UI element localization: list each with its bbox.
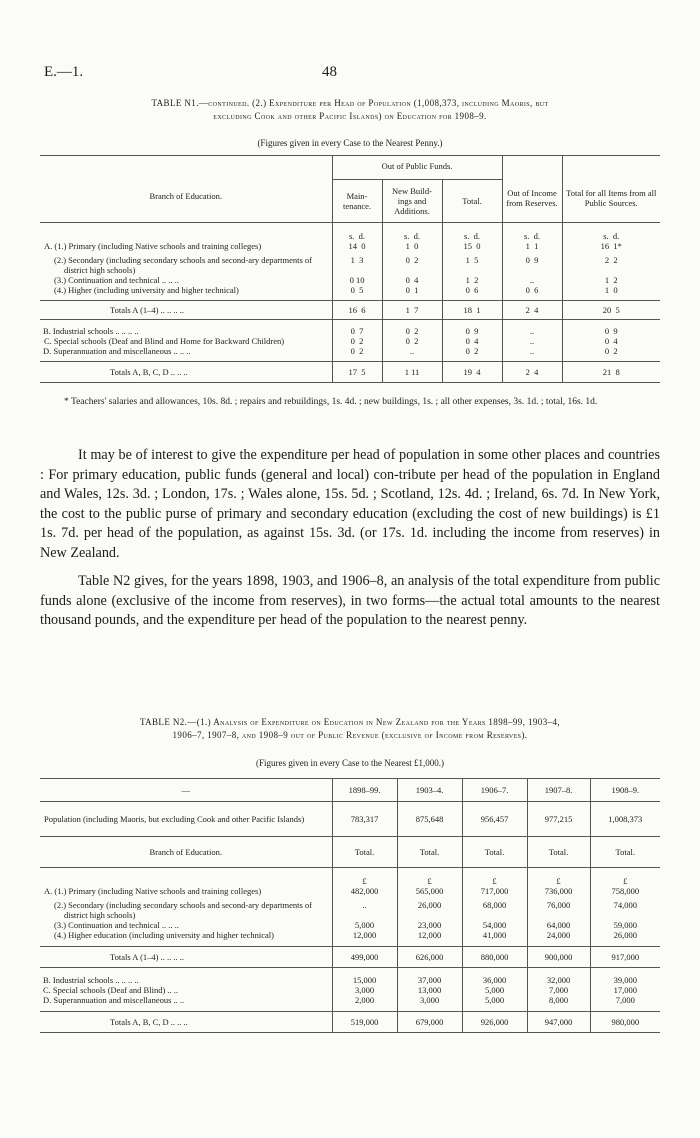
cell: 5,000 xyxy=(332,920,397,930)
cell: 41,000 xyxy=(462,930,527,947)
cell: .. xyxy=(382,346,442,362)
cell: 17,000 xyxy=(590,985,660,995)
row-label: A. (1.) Primary (including Native schools and training colleges) xyxy=(44,241,262,251)
cell: 926,000 xyxy=(462,1012,527,1033)
t1-head-maint: Main- tenance. xyxy=(332,180,382,223)
t2-head-dash: — xyxy=(181,785,190,795)
cell: .. xyxy=(502,336,562,346)
cell: 3,000 xyxy=(332,985,397,995)
cell: 0 2 xyxy=(442,346,502,362)
table-row xyxy=(40,346,660,362)
t1-units-4: s. d. xyxy=(502,223,562,242)
table1-note: (Figures given in every Case to the Nearest Penny.) xyxy=(257,138,443,148)
cell: 21 8 xyxy=(562,362,660,383)
cell: 18 1 xyxy=(442,301,502,320)
table1-footnote: * Teachers' salaries and allowances, 10s. 8d. ; repairs and rebuildings, 1s. 4d. ; new buildings, 1s. ; all other expenses, 3s. 1d. ; total, 16s. 1d. xyxy=(64,397,598,407)
t1-head-total: Total. xyxy=(442,180,502,223)
cell: 482,000 xyxy=(332,886,397,896)
t2-body xyxy=(40,886,660,1033)
cell: 26,000 xyxy=(397,896,462,920)
t2-head-branch: Branch of Education. xyxy=(149,847,222,857)
cell: 19 4 xyxy=(442,362,502,383)
cell: 3,000 xyxy=(397,995,462,1012)
t2-year-5: 1908–9. xyxy=(590,779,660,802)
row-label: (2.) Secondary (including secondary schools and second-ary departments of district high schools) xyxy=(54,900,312,920)
cell: 1 0 xyxy=(382,241,442,251)
cell: 16 1* xyxy=(562,241,660,251)
cell: 1 2 xyxy=(442,275,502,285)
cell: 499,000 xyxy=(332,947,397,968)
cell: 1 3 xyxy=(332,251,382,275)
table2-caption-line2: 1906–7, 1907–8, and 1908–9 out of Public Revenue (exclusive of Income from Reserves). xyxy=(172,730,528,740)
cell: 0 6 xyxy=(502,285,562,301)
t2-year-4: 1907–8. xyxy=(527,779,590,802)
t1-head-allpub: Total for all Items from all Public Sources. xyxy=(562,156,660,223)
cell: 5,000 xyxy=(462,985,527,995)
cell: 0 2 xyxy=(382,251,442,275)
table-row xyxy=(40,802,660,837)
cell: 0 2 xyxy=(332,346,382,362)
cell: 1 11 xyxy=(382,362,442,383)
cell: 2 4 xyxy=(502,362,562,383)
cell: 736,000 xyxy=(527,886,590,896)
table1-caption-line2: excluding Cook and other Pacific Islands) on Education for 1908–9. xyxy=(213,111,487,121)
t1-units-2: s. d. xyxy=(382,223,442,242)
table-row xyxy=(40,251,660,275)
cell: 0 1 xyxy=(382,285,442,301)
t2-pound-5: £ xyxy=(590,868,660,887)
cell: 68,000 xyxy=(462,896,527,920)
table-row xyxy=(40,920,660,930)
t2-head-total-5: Total. xyxy=(590,837,660,868)
t1-units-5: s. d. xyxy=(562,223,660,242)
cell: 12,000 xyxy=(397,930,462,947)
t1-body xyxy=(40,241,660,383)
row-label: Totals A, B, C, D .. .. .. xyxy=(110,1017,188,1027)
table-row xyxy=(40,275,660,285)
table-row xyxy=(40,301,660,320)
row-label: (3.) Continuation and technical .. .. .. xyxy=(54,275,179,285)
cell: 0 4 xyxy=(562,336,660,346)
t1-units-3: s. d. xyxy=(442,223,502,242)
row-label: B. Industrial schools .. .. .. .. xyxy=(43,975,139,985)
row-label: D. Superannuation and miscellaneous .. .. .. xyxy=(43,346,191,356)
cell: 12,000 xyxy=(332,930,397,947)
table2-caption xyxy=(40,716,660,742)
cell: 15 0 xyxy=(442,241,502,251)
t2-head-total-1: Total. xyxy=(332,837,397,868)
cell: 900,000 xyxy=(527,947,590,968)
cell: 977,215 xyxy=(527,802,590,837)
cell: 880,000 xyxy=(462,947,527,968)
cell: 15,000 xyxy=(332,968,397,986)
table-row xyxy=(40,336,660,346)
cell: 0 4 xyxy=(382,275,442,285)
cell: 0 6 xyxy=(442,285,502,301)
table-row xyxy=(40,241,660,251)
cell: 947,000 xyxy=(527,1012,590,1033)
cell: 1 5 xyxy=(442,251,502,275)
cell: 0 4 xyxy=(442,336,502,346)
cell: 0 2 xyxy=(562,346,660,362)
table2-note: (Figures given in every Case to the Nearest £1,000.) xyxy=(256,758,444,768)
cell: 0 2 xyxy=(382,320,442,337)
cell: 76,000 xyxy=(527,896,590,920)
table-row xyxy=(40,1012,660,1033)
row-label: C. Special schools (Deaf and Blind) .. .. xyxy=(43,985,179,995)
table-row xyxy=(40,995,660,1012)
cell: 0 9 xyxy=(502,251,562,275)
row-label: C. Special schools (Deaf and Blind and Home for Backward Children) xyxy=(44,336,285,346)
t2-head-total-2: Total. xyxy=(397,837,462,868)
cell: 0 2 xyxy=(382,336,442,346)
cell: 0 7 xyxy=(332,320,382,337)
page-number: 48 xyxy=(322,64,337,80)
cell: 626,000 xyxy=(397,947,462,968)
cell: 783,317 xyxy=(332,802,397,837)
cell: 20 5 xyxy=(562,301,660,320)
t2-pound-1: £ xyxy=(332,868,397,887)
cell: 37,000 xyxy=(397,968,462,986)
cell: 0 5 xyxy=(332,285,382,301)
row-label: (4.) Higher (including university and higher technical) xyxy=(54,285,239,295)
cell: .. xyxy=(502,346,562,362)
table1-caption-line1: TABLE N1.—continued. (2.) Expenditure per Head of Population (1,008,373, including Maoris, but xyxy=(151,98,549,108)
cell: 74,000 xyxy=(590,896,660,920)
cell: 1 2 xyxy=(562,275,660,285)
cell: 2 4 xyxy=(502,301,562,320)
cell: 1 1 xyxy=(502,241,562,251)
t2-population-label: Population (including Maoris, but excluding Cook and other Pacific Islands) xyxy=(44,814,305,824)
t2-head-total-3: Total. xyxy=(462,837,527,868)
cell: 16 6 xyxy=(332,301,382,320)
cell: 565,000 xyxy=(397,886,462,896)
cell: 0 9 xyxy=(562,320,660,337)
t2-year-2: 1903–4. xyxy=(397,779,462,802)
row-label: Totals A, B, C, D .. .. .. xyxy=(110,367,188,377)
cell: 1 0 xyxy=(562,285,660,301)
cell: 2 2 xyxy=(562,251,660,275)
cell: 7,000 xyxy=(590,995,660,1012)
cell: 717,000 xyxy=(462,886,527,896)
cell: 7,000 xyxy=(527,985,590,995)
cell: 0 2 xyxy=(332,336,382,346)
cell: 875,648 xyxy=(397,802,462,837)
table2-caption-line1: TABLE N2.—(1.) Analysis of Expenditure on Education in New Zealand for the Years 1898–99, 1903–4, xyxy=(139,717,561,727)
row-label: (2.) Secondary (including secondary schools and second-ary departments of district high schools) xyxy=(54,255,312,275)
cell: .. xyxy=(502,275,562,285)
cell: 917,000 xyxy=(590,947,660,968)
cell: 1,008,373 xyxy=(590,802,660,837)
cell: 32,000 xyxy=(527,968,590,986)
t1-head-newb: New Build- ings and Additions. xyxy=(382,180,442,223)
paragraph-1: It may be of interest to give the expenditure per head of population in some other places and countries : For primary education, public funds (general and local) con-tribute per head of the population in England and Wales, 12s. 3d. ; London, 17s. ; Wales alone, 15s. 5d. ; Scotland, 12s. 4d. ; Ireland, 6s. 7d. In New York, the cost to the public purse of primary and secondary education (excluding the cost of new buildings) is £1 1s. 7d. per head of the population, as against 15s. 3d. (or 17s. 1d. including the income from reserves) in New Zealand. xyxy=(40,447,660,561)
t2-year-3: 1906–7. xyxy=(462,779,527,802)
cell: 2,000 xyxy=(332,995,397,1012)
table-row xyxy=(40,896,660,920)
table-row xyxy=(40,285,660,301)
row-label: B. Industrial schools .. .. .. .. xyxy=(43,326,139,336)
cell: 17 5 xyxy=(332,362,382,383)
table1 xyxy=(40,155,660,383)
cell: .. xyxy=(502,320,562,337)
table-row xyxy=(40,947,660,968)
cell: 1 7 xyxy=(382,301,442,320)
t1-head-out-public: Out of Public Funds. xyxy=(332,156,502,180)
cell: 39,000 xyxy=(590,968,660,986)
table1-caption xyxy=(40,97,660,123)
cell: 679,000 xyxy=(397,1012,462,1033)
row-label: A. (1.) Primary (including Native schools and training colleges) xyxy=(44,886,262,896)
table-row xyxy=(40,886,660,896)
t2-head-total-4: Total. xyxy=(527,837,590,868)
t1-head-branch: Branch of Education. xyxy=(40,156,332,223)
cell: 8,000 xyxy=(527,995,590,1012)
t2-pound-2: £ xyxy=(397,868,462,887)
table-row xyxy=(40,985,660,995)
cell: 23,000 xyxy=(397,920,462,930)
table2 xyxy=(40,778,660,1033)
cell: 36,000 xyxy=(462,968,527,986)
t2-year-1: 1898–99. xyxy=(332,779,397,802)
row-label: Totals A (1–4) .. .. .. .. xyxy=(110,952,185,962)
cell: 519,000 xyxy=(332,1012,397,1033)
cell: 64,000 xyxy=(527,920,590,930)
cell: .. xyxy=(332,896,397,920)
table-row xyxy=(40,968,660,986)
cell: 0 9 xyxy=(442,320,502,337)
t2-pound-3: £ xyxy=(462,868,527,887)
t1-head-reserves: Out of Income from Reserves. xyxy=(502,156,562,223)
page-header-code: E.—1. xyxy=(44,64,84,80)
cell: 956,457 xyxy=(462,802,527,837)
cell: 54,000 xyxy=(462,920,527,930)
table-row xyxy=(40,930,660,947)
cell: 14 0 xyxy=(332,241,382,251)
cell: 5,000 xyxy=(462,995,527,1012)
cell: 13,000 xyxy=(397,985,462,995)
row-label: (3.) Continuation and technical .. .. .. xyxy=(54,920,179,930)
row-label: (4.) Higher education (including university and higher technical) xyxy=(54,930,274,940)
table-row xyxy=(40,320,660,337)
row-label: Totals A (1–4) .. .. .. .. xyxy=(110,305,185,315)
cell: 24,000 xyxy=(527,930,590,947)
cell: 0 10 xyxy=(332,275,382,285)
t1-units-1: s. d. xyxy=(332,223,382,242)
cell: 26,000 xyxy=(590,930,660,947)
paragraph-2: Table N2 gives, for the years 1898, 1903, and 1906–8, an analysis of the total expenditure from public funds alone (exclusive of the income from reserves), in two forms—the actual total amounts to the nearest thousand pounds, and the expenditure per head of the population to the nearest penny. xyxy=(40,573,660,628)
table-row xyxy=(40,362,660,383)
cell: 758,000 xyxy=(590,886,660,896)
t2-pound-4: £ xyxy=(527,868,590,887)
cell: 59,000 xyxy=(590,920,660,930)
body-text xyxy=(40,446,660,631)
cell: 980,000 xyxy=(590,1012,660,1033)
row-label: D. Superannuation and miscellaneous .. .. xyxy=(43,995,185,1005)
